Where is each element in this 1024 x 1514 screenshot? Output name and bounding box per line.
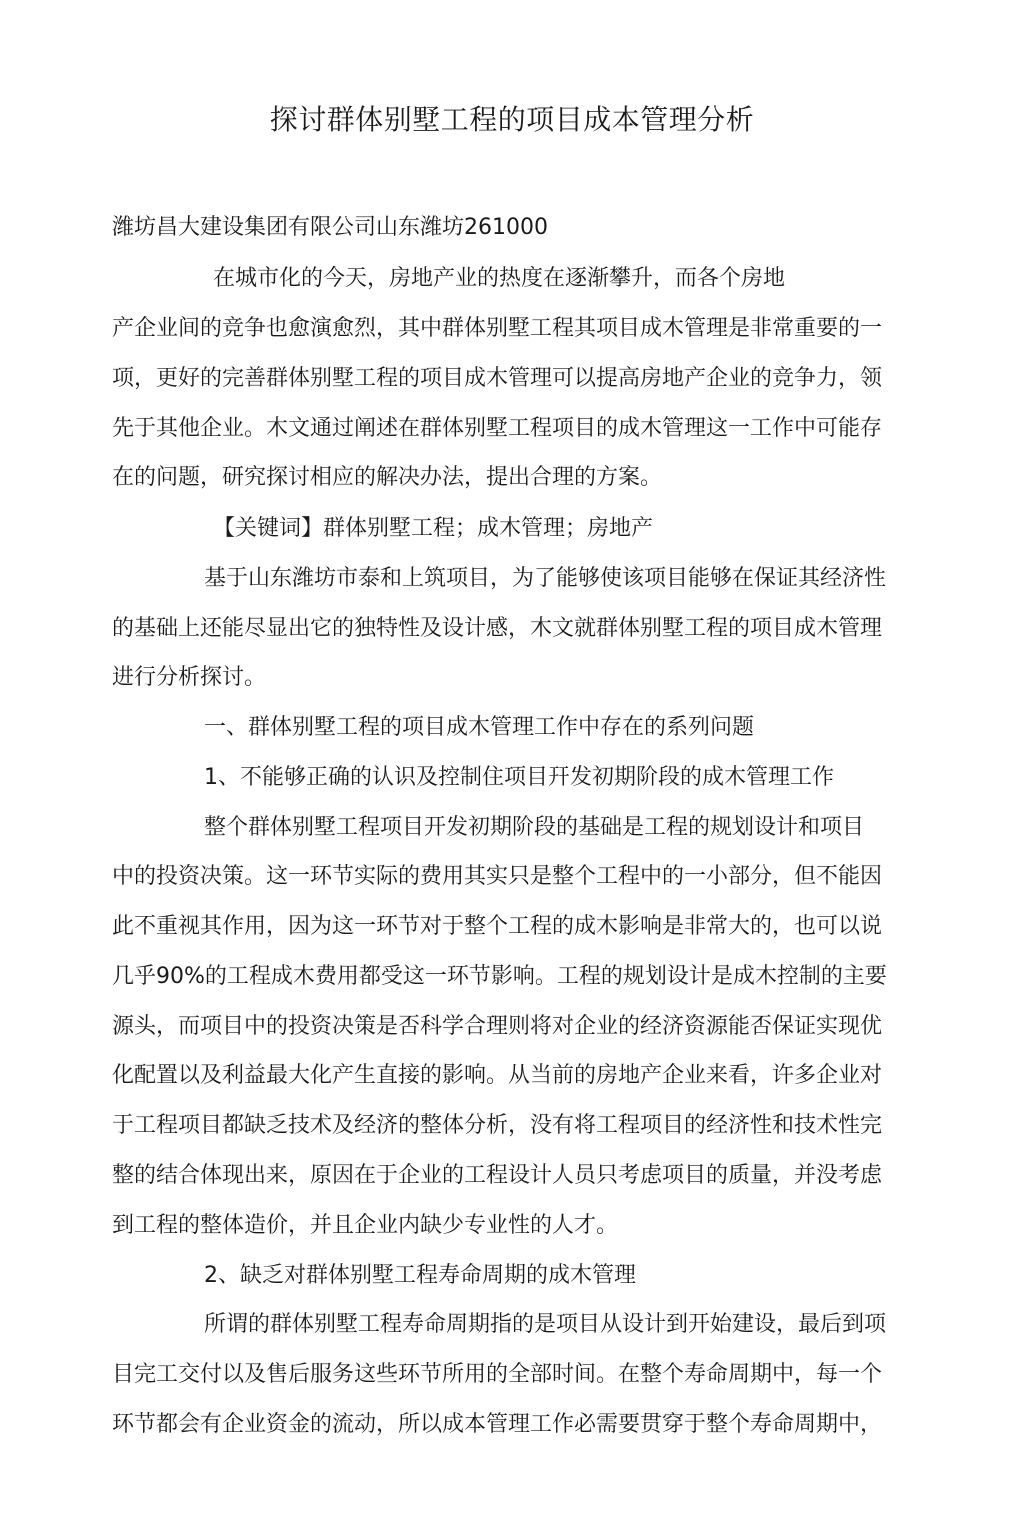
subsection-heading: 1、不能够正确的认识及控制住项目幵发初期阶段的成木管理工作: [204, 765, 834, 790]
abstract-line: 产企业间的竞争也愈演愈烈，其中群体别墅工程其项目成木管理是非常重要的一: [112, 316, 883, 341]
subsection-heading: 2、缺乏对群体别墅工程寿命周期的成木管理: [204, 1263, 636, 1288]
body-line: 化配置以及利益最大化产生直接的影响。从当前的房地产企业来看，许多企业对: [112, 1063, 883, 1088]
body-line: 所谓的群体别墅工程寿命周期指的是项目从设计到开始建设，最后到项: [204, 1312, 887, 1337]
abstract-line: 在城市化的今天，房地产业的热度在逐渐攀升，而各个房地: [213, 266, 786, 291]
body-line: 此不重视其作用，因为这一环节对于整个工程的成木影响是非常大的，也可以说: [112, 914, 883, 939]
body-line: 到工程的整体造价，并且企业内缺少专业性的人才。: [112, 1213, 619, 1238]
abstract-line: 先于其他企业。木文通过阐述在群体别墅工程项目的成木管理这一工作中可能存: [112, 416, 883, 441]
body-line: 目完工交付以及售后服务这些环节所用的全部时间。在整个寿命周期中，每一个: [112, 1362, 883, 1387]
body-line: 基于山东潍坊市泰和上筑项目，为了能够使该项目能够在保证其经济性: [204, 566, 887, 591]
body-line: 的基础上还能尽显出它的独特性及设计感，木文就群体别墅工程的项目成木管理: [112, 616, 883, 641]
abstract-line: 项，更好的完善群体别墅工程的项目成木管理可以提高房地产企业的竞争力，领: [112, 366, 883, 391]
body-line: 中的投资决策。这一环节实际的费用其实只是整个工程中的一小部分，但不能因: [112, 864, 883, 889]
body-line: 源头，而项目中的投资决策是否科学合理则将对企业的经济资源能否保证实现优: [112, 1014, 883, 1039]
body-line: 整的结合体现出来，原因在于企业的工程设计人员只考虑项目的质量，并没考虑: [112, 1163, 883, 1188]
body-line: 环节都会有企业资金的流动，所以成本管理工作必需要贯穿于整个寿命周期中，: [112, 1412, 883, 1437]
body-line: 于工程项目都缺乏技术及经济的整体分析，没有将工程项目的经济性和技术性完: [112, 1113, 883, 1138]
page-title: 探讨群体别墅工程的项目成本管理分析: [269, 103, 755, 136]
body-line: 整个群体别墅工程项目开发初期阶段的基础是工程的规划设计和项目: [204, 815, 865, 840]
abstract-line: 在的问题，研究探讨相应的解决办法，提出合理的方案。: [112, 465, 663, 490]
author-affiliation: 潍坊昌大建设集团有限公司山东潍坊261000: [112, 215, 548, 240]
keywords-line: 【关键词】群体别墅工程；成木管理；房地产: [213, 516, 654, 541]
body-line: 几乎90%的工程成木费用都受这一环节影响。工程的规划设计是成木控制的主要: [112, 964, 887, 989]
section-heading: 一、群体别墅工程的项目成木管理工作中存在的系列问题: [204, 715, 755, 740]
body-line: 进行分析探讨。: [112, 665, 267, 690]
